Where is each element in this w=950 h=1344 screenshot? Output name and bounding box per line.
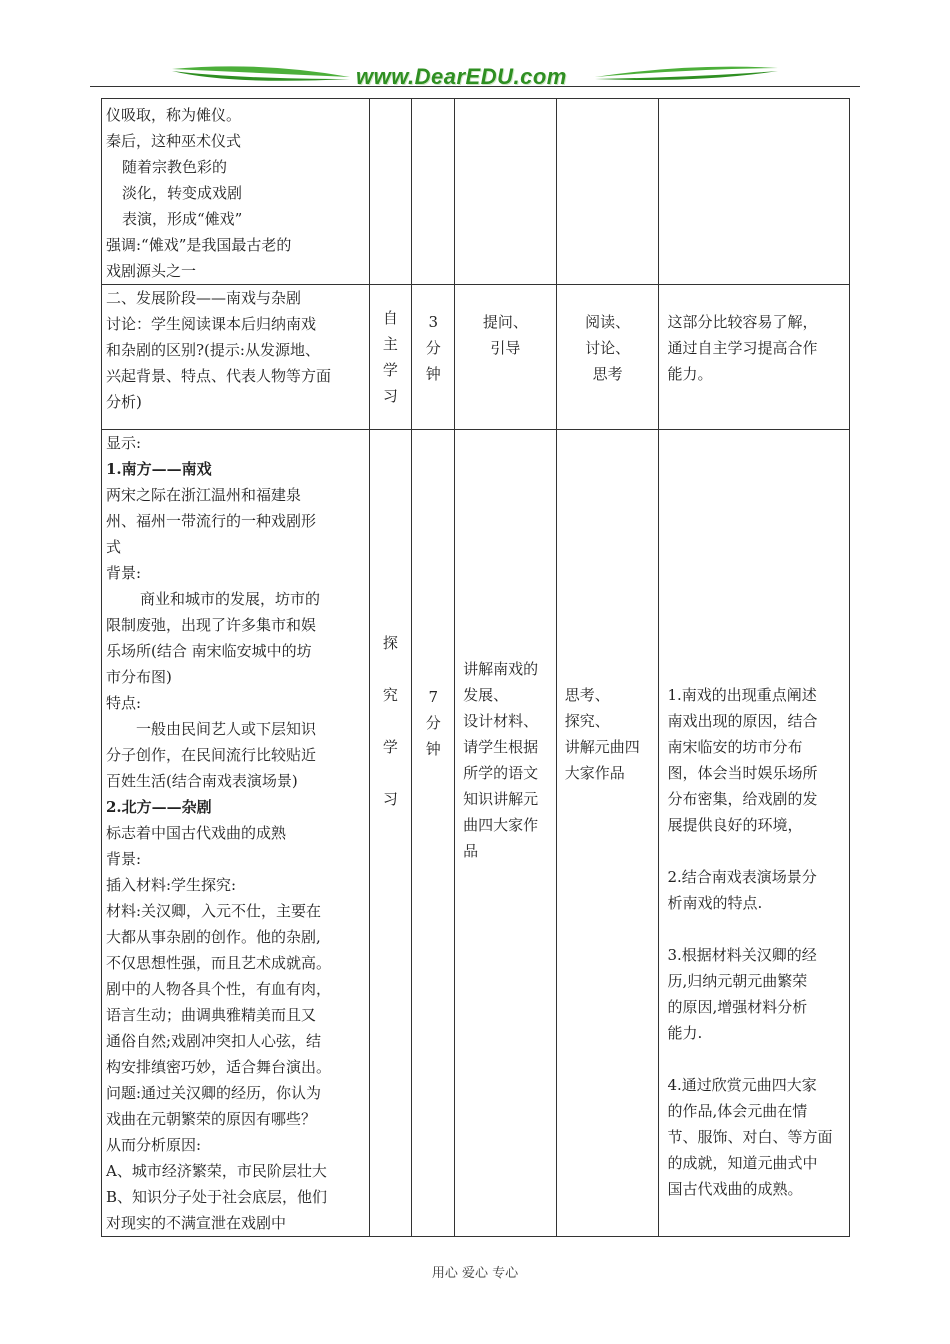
teacher-cell (455, 430, 557, 1237)
content-line: 百姓生活(结合南戏表演场景) (106, 772, 298, 790)
intent-line: 的原因,增强材料分析 (667, 998, 808, 1016)
time-cell (412, 430, 455, 1237)
student-line: 探究、 (564, 712, 610, 730)
time-char: 钟 (425, 365, 441, 383)
content-line: 仪吸取，称为傩仪。 (106, 106, 242, 124)
method-char: 主 (382, 335, 398, 353)
content-line: 强调:“傩戏”是我国最古老的 (106, 236, 292, 254)
content-line: 商业和城市的发展，坊市的 (140, 590, 321, 608)
table-row (102, 285, 850, 430)
content-line: 背景: (106, 850, 142, 868)
content-line: 戏曲在元朝繁荣的原因有哪些？ (106, 1110, 317, 1128)
content-line: 随着宗教色彩的 (122, 158, 228, 176)
content-line: 显示: (106, 434, 142, 452)
teacher-line: 品 (463, 842, 479, 860)
content-line: 从而分析原因: (106, 1136, 202, 1154)
content-line: B、知识分子处于社会底层，他们 (106, 1188, 328, 1206)
content-line: 二、发展阶段——南戏与杂剧 (106, 289, 302, 307)
content-line: 表演，形成“傩戏” (122, 210, 243, 228)
content-line: 分析) (106, 393, 142, 411)
time-cell (412, 99, 455, 285)
teacher-line: 所学的语文 (463, 764, 539, 782)
method-cell (369, 99, 412, 285)
content-line: 限制废弛，出现了许多集市和娱 (106, 616, 317, 634)
intent-line: 能力. (667, 1024, 703, 1042)
intent-line: 析南戏的特点. (667, 894, 763, 912)
method-char: 探 (382, 634, 398, 652)
teacher-line: 知识讲解元 (463, 790, 539, 808)
intent-line: 的作品,体会元曲在情 (667, 1102, 808, 1120)
time-cell (412, 285, 455, 430)
intent-line: 4.通过欣赏元曲四大家 (667, 1076, 817, 1094)
intent-cell (659, 430, 850, 1237)
content-line: 标志着中国古代戏曲的成熟 (106, 824, 287, 842)
intent-cell (659, 99, 850, 285)
page-footer: 用心 爱心 专心 (431, 1266, 519, 1281)
time-char: 分 (425, 339, 441, 357)
content-line: A、城市经济繁荣，市民阶层壮大 (106, 1162, 327, 1180)
method-char: 习 (382, 387, 398, 405)
intent-line: 展提供良好的环境， (667, 816, 803, 834)
method-char: 学 (382, 361, 398, 379)
content-cell (102, 99, 370, 285)
intent-line: 3.根据材料关汉卿的经 (667, 946, 817, 964)
content-line: 大都从事杂剧的创作。他的杂剧, (106, 928, 321, 946)
intent-line: 国古代戏曲的成熟。 (667, 1180, 803, 1198)
intent-line: 这部分比较容易了解， (667, 313, 818, 331)
intent-line: 历,归纳元朝元曲繁荣 (667, 972, 808, 990)
section-heading: 2.北方——杂剧 (106, 798, 212, 816)
student-line: 大家作品 (564, 764, 625, 782)
student-line: 思考、 (564, 686, 610, 704)
content-line: 讨论：学生阅读课本后归纳南戏 (106, 315, 317, 333)
method-char: 习 (382, 790, 398, 808)
teacher-line: 引导 (490, 339, 521, 357)
method-cell (369, 430, 412, 1237)
intent-line: 1.南戏的出现重点阐述 (667, 686, 817, 704)
content-line: 特点: (106, 694, 142, 712)
method-cell (369, 285, 412, 430)
student-line: 思考 (592, 365, 623, 383)
intent-line: 分布密集，给戏剧的发 (667, 790, 818, 808)
teacher-line: 发展、 (463, 686, 509, 704)
site-header (0, 55, 950, 95)
intent-line: 节、服饰、对白、等方面 (667, 1128, 833, 1146)
student-line: 阅读、 (585, 313, 631, 331)
content-line: 市分布图) (106, 668, 172, 686)
content-line: 剧中的人物各具个性，有血有肉， (106, 980, 332, 998)
site-logo-text: www.DearEDU.com (356, 64, 567, 89)
time-char: 钟 (425, 740, 441, 758)
student-cell (556, 285, 659, 430)
section-heading: 1.南方——南戏 (106, 460, 212, 478)
time-char: 3 (428, 313, 438, 331)
content-cell (102, 430, 370, 1237)
content-line: 对现实的不满宣泄在戏剧中 (106, 1214, 287, 1232)
content-line: 淡化，转变成戏剧 (122, 184, 243, 202)
time-char: 7 (428, 688, 438, 706)
content-line: 戏剧源头之一 (106, 262, 197, 280)
content-line: 和杂剧的区别?(提示:从发源地、 (106, 341, 320, 359)
time-char: 分 (425, 714, 441, 732)
method-char: 自 (382, 309, 398, 327)
content-line: 不仅思想性强，而且艺术成就高。 (106, 954, 332, 972)
student-cell (556, 430, 659, 1237)
student-line: 讲解元曲四 (564, 738, 640, 756)
table-row (102, 430, 850, 1237)
teacher-line: 提问、 (482, 313, 528, 331)
content-line: 构安排缜密巧妙，适合舞台演出。 (106, 1058, 332, 1076)
content-line: 背景: (106, 564, 142, 582)
content-line: 州、福州一带流行的一种戏剧形 (106, 512, 317, 530)
content-line: 兴起背景、特点、代表人物等方面 (106, 367, 332, 385)
teacher-line: 讲解南戏的 (463, 660, 539, 678)
content-line: 一般由民间艺人或下层知识 (136, 720, 317, 738)
intent-line: 南戏出现的原因，结合 (667, 712, 818, 730)
student-line: 讨论、 (585, 339, 631, 357)
intent-line: 南宋临安的坊市分布 (667, 738, 803, 756)
header-rule (90, 86, 860, 87)
intent-line: 2.结合南戏表演场景分 (667, 868, 817, 886)
lesson-table (101, 98, 850, 1237)
intent-spacer (667, 916, 845, 942)
teacher-line: 请学生根据 (463, 738, 539, 756)
intent-line: 图，体会当时娱乐场所 (667, 764, 818, 782)
content-line: 插入材料:学生探究: (106, 876, 237, 894)
content-line: 语言生动；曲调典雅精美而且又 (106, 1006, 317, 1024)
content-line: 乐场所(结合 南宋临安城中的坊 (106, 642, 312, 660)
content-line: 两宋之际在浙江温州和福建泉 (106, 486, 302, 504)
teacher-line: 设计材料、 (463, 712, 539, 730)
content-line: 通俗自然;戏剧冲突扣人心弦，结 (106, 1032, 322, 1050)
content-cell (102, 285, 370, 430)
content-line: 秦后，这种巫术仪式 (106, 132, 242, 150)
method-char: 学 (382, 738, 398, 756)
content-line: 式 (106, 538, 122, 556)
teacher-cell (455, 99, 557, 285)
teacher-line: 曲四大家作 (463, 816, 539, 834)
content-line: 问题:通过关汉卿的经历，你认为 (106, 1084, 322, 1102)
intent-line: 通过自主学习提高合作 (667, 339, 818, 357)
content-line: 材料:关汉卿，入元不仕，主要在 (106, 902, 322, 920)
intent-line: 能力。 (667, 365, 713, 383)
teacher-cell (455, 285, 557, 430)
student-cell (556, 99, 659, 285)
table-row (102, 99, 850, 285)
intent-line: 的成就，知道元曲式中 (667, 1154, 818, 1172)
intent-spacer (667, 1046, 845, 1072)
intent-spacer (667, 838, 845, 864)
content-line: 分子创作，在民间流行比较贴近 (106, 746, 317, 764)
method-char: 究 (382, 686, 398, 704)
intent-cell (659, 285, 850, 430)
